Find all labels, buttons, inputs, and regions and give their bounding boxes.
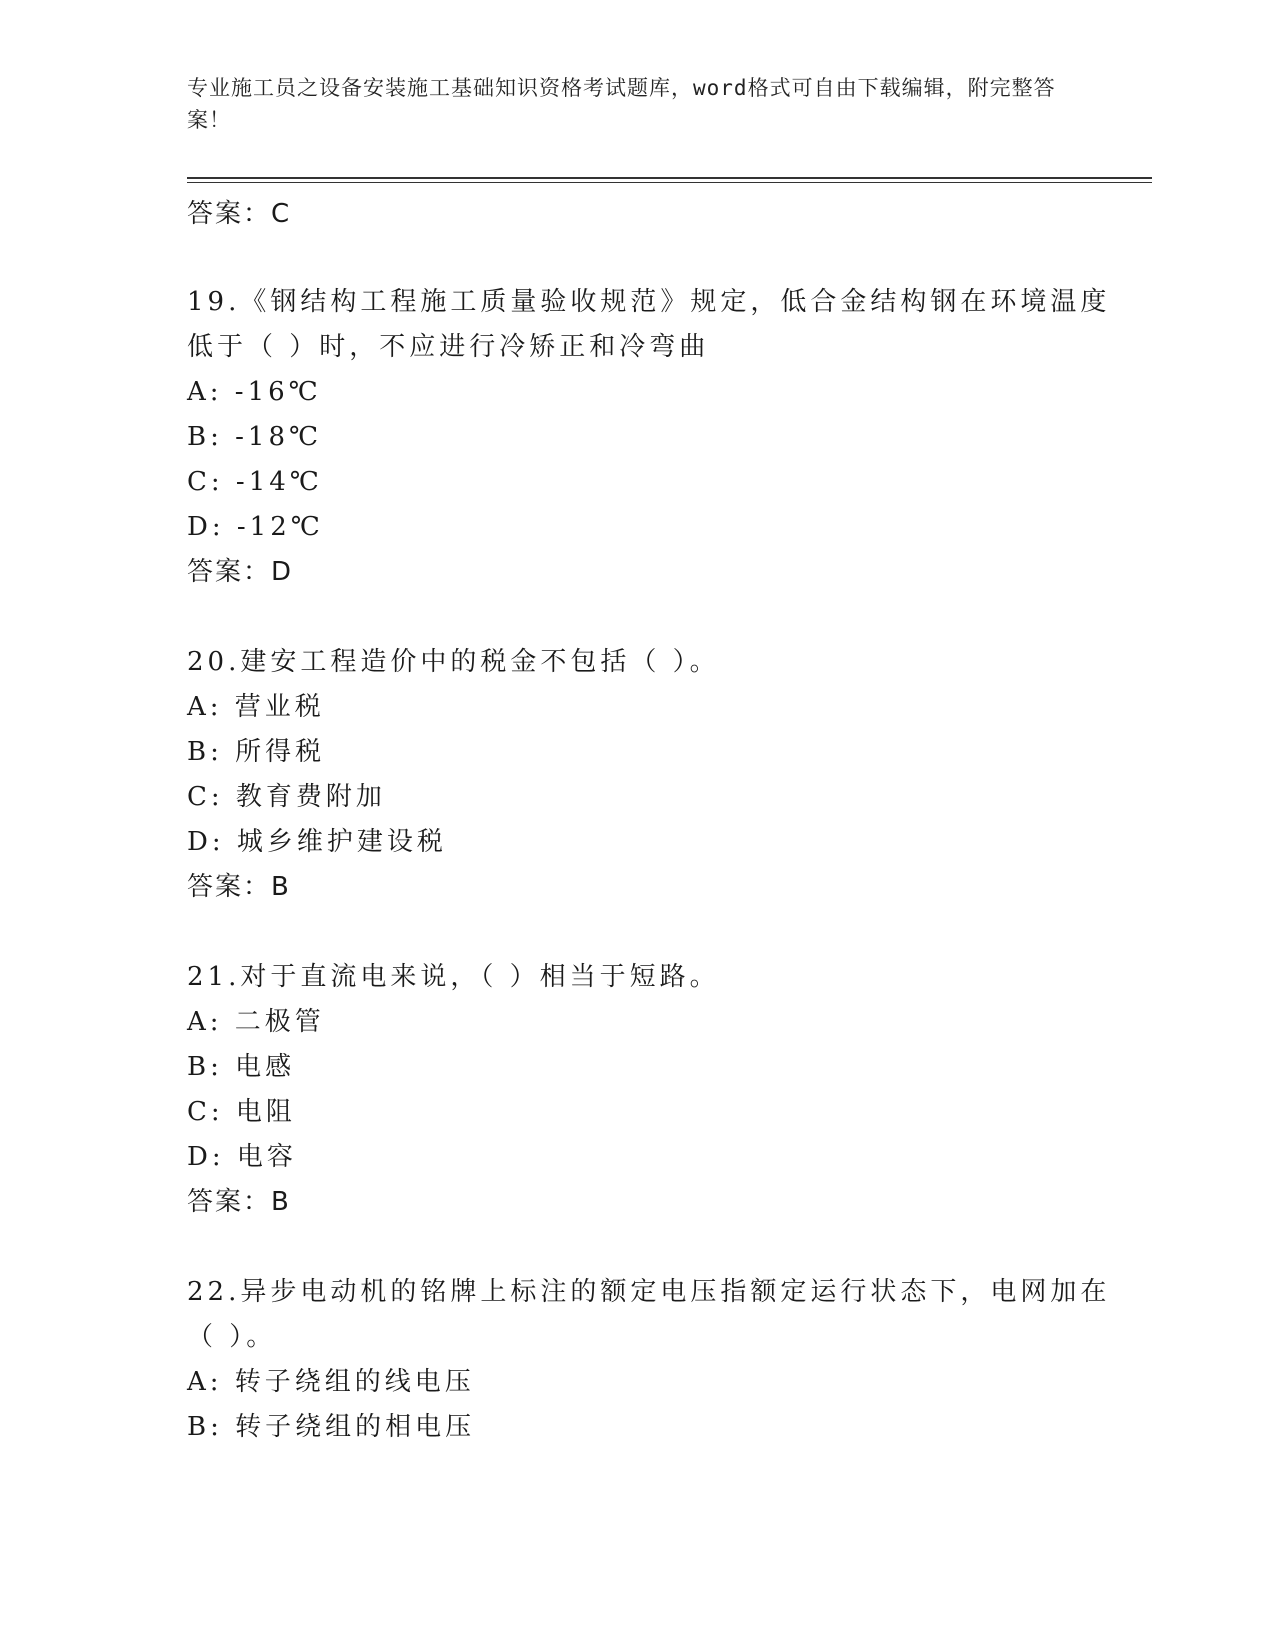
question-22-option-a: A: 转子绕组的线电压 — [187, 1367, 475, 1397]
question-21-option-b: B: 电感 — [187, 1052, 296, 1082]
question-19-option-d: D: -12℃ — [187, 512, 324, 542]
question-20-option-b: B: 所得税 — [187, 737, 326, 767]
question-19-line-2: 低于（ ）时，不应进行冷矫正和冷弯曲 — [187, 332, 710, 362]
answer-19: 答案：D — [187, 557, 294, 587]
answer-18: 答案：C — [187, 199, 292, 229]
header-divider-thin — [187, 182, 1152, 183]
question-20-option-d: D: 城乡维护建设税 — [187, 827, 447, 857]
question-20-option-a: A: 营业税 — [187, 692, 325, 722]
question-22-option-b: B: 转子绕组的相电压 — [187, 1412, 476, 1442]
question-20-option-c: C: 教育费附加 — [187, 782, 386, 812]
question-21-option-c: C: 电阻 — [187, 1097, 296, 1127]
question-21-option-d: D: 电容 — [187, 1142, 297, 1172]
answer-20: 答案：B — [187, 872, 291, 902]
question-19-line-1: 19.《钢结构工程施工质量验收规范》规定，低合金结构钢在环境温度 — [187, 287, 1111, 317]
question-22-line-1: 22.异步电动机的铭牌上标注的额定电压指额定运行状态下，电网加在 — [187, 1277, 1111, 1307]
question-19-option-c: C: -14℃ — [187, 467, 323, 497]
header-divider-thick — [187, 177, 1152, 179]
question-19-option-a: A: -16℃ — [187, 377, 322, 407]
question-21-option-a: A: 二极管 — [187, 1007, 325, 1037]
question-21-line-1: 21.对于直流电来说，（ ）相当于短路。 — [187, 962, 720, 992]
question-19-option-b: B: -18℃ — [187, 422, 323, 452]
answer-21: 答案：B — [187, 1187, 291, 1217]
question-20-line-1: 20.建安工程造价中的税金不包括（ ）。 — [187, 647, 720, 677]
question-22-line-2: （ ）。 — [187, 1322, 277, 1352]
document-header: 专业施工员之设备安装施工基础知识资格考试题库，word格式可自由下载编辑，附完整答案！ — [187, 76, 1056, 132]
